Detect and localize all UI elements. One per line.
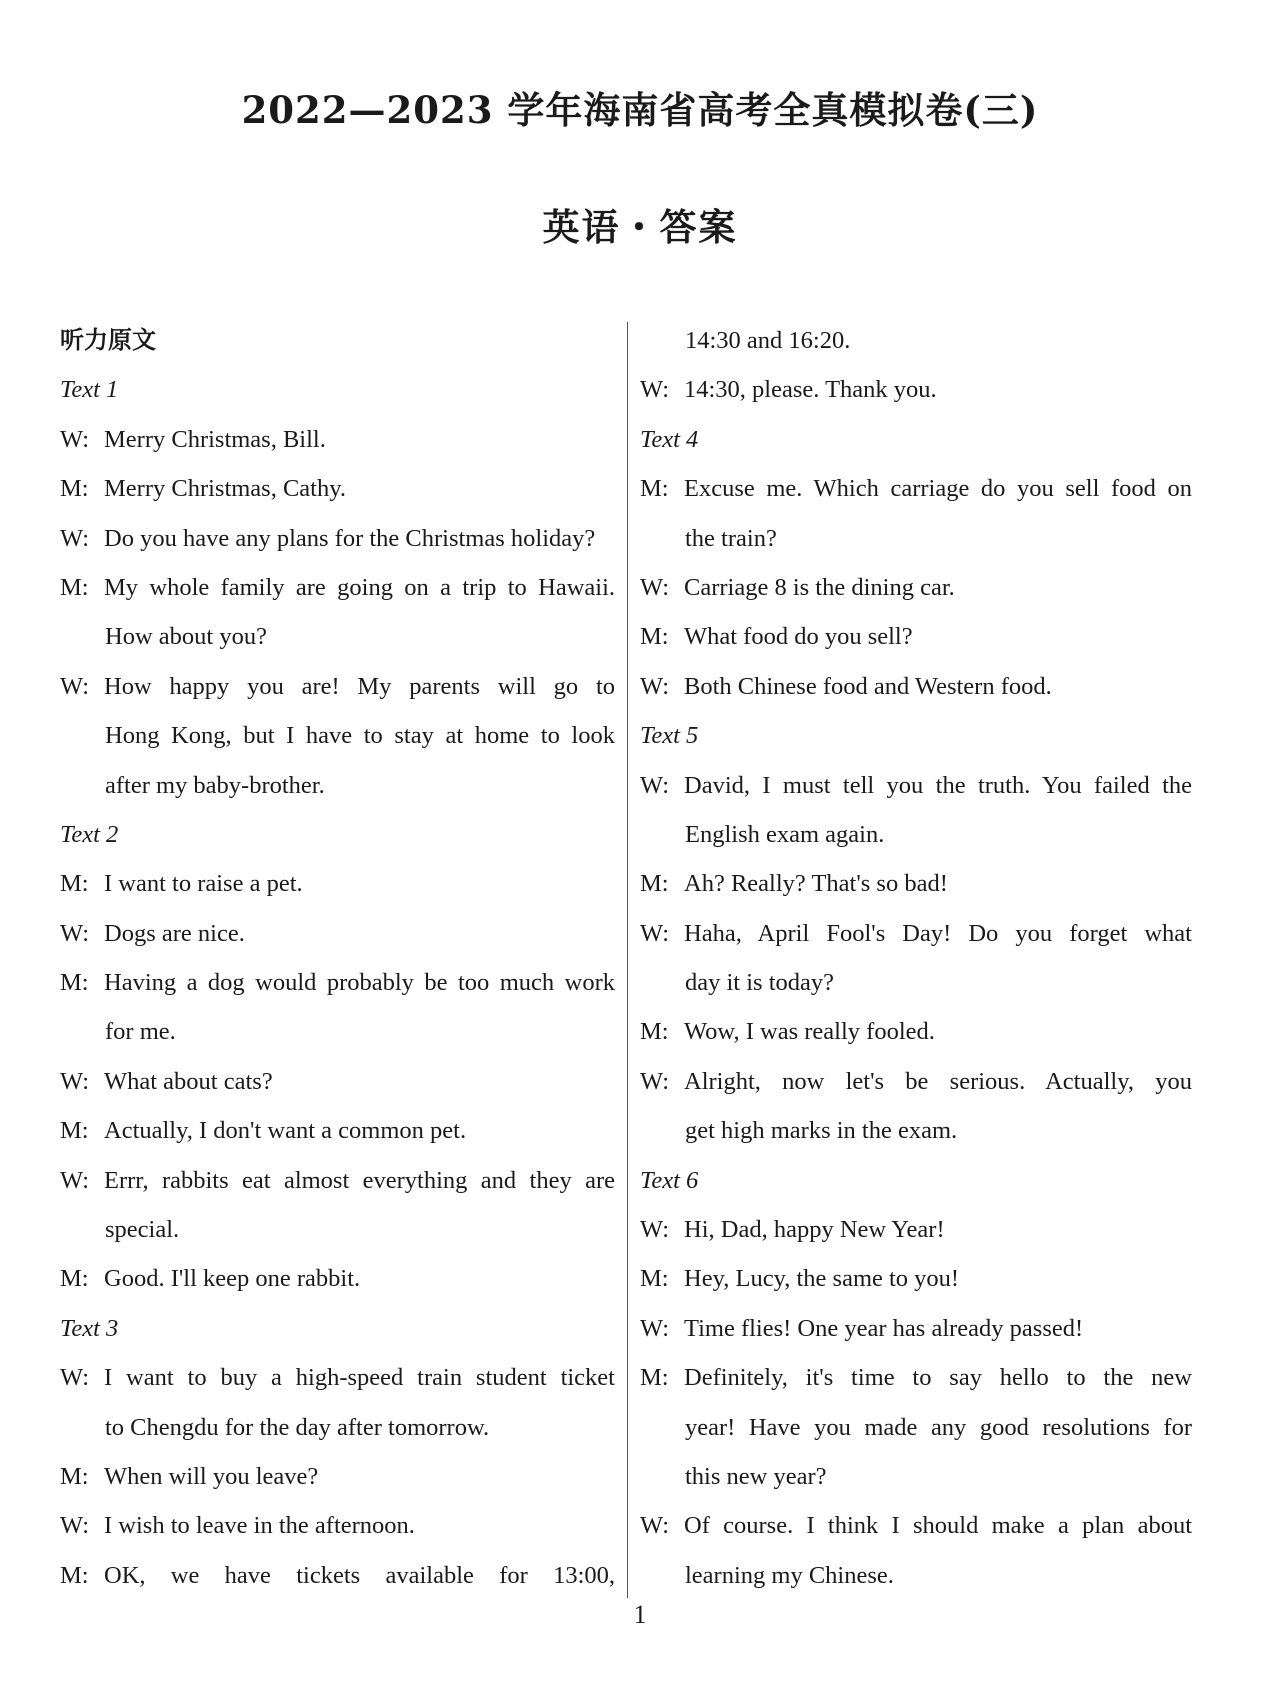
speaker-label: W: (640, 573, 670, 601)
speech-text: Ah? Really? That's so bad! (684, 870, 948, 898)
speaker-label: M: (640, 1265, 669, 1293)
left-transcript-lines (60, 365, 615, 1600)
transcript-line-continued: 14:30 and 16:20. (685, 327, 851, 354)
speech-text: Having a dog would probably be too much work (104, 969, 615, 997)
speech-text: Wow, I was really fooled. (684, 1018, 935, 1046)
text-label: Text 3 (60, 1314, 119, 1342)
transcript-line (60, 563, 615, 612)
transcript-line (640, 612, 1192, 661)
transcript-line (640, 1304, 1192, 1353)
speaker-label: M: (60, 1561, 89, 1589)
speech-text: Alright, now let's be serious. Actually, you (684, 1067, 1192, 1095)
transcript-line-continued: special. (105, 1216, 180, 1244)
speech-text: Errr, rabbits eat almost everything and they are (104, 1166, 615, 1194)
speech-text: Merry Christmas, Bill. (104, 425, 326, 453)
transcript-line (60, 1353, 615, 1402)
speaker-label: W: (60, 1166, 90, 1194)
transcript-line (60, 859, 615, 908)
speech-text: 14:30, please. Thank you. (684, 376, 937, 404)
transcript-line (640, 1501, 1192, 1550)
transcript-line-continued: day it is today? (685, 969, 835, 997)
transcript-line-continued: for me. (105, 1018, 176, 1046)
speaker-label: W: (60, 1364, 90, 1392)
transcript-line (60, 514, 615, 563)
transcript-line (60, 1551, 615, 1600)
transcript-line (640, 1254, 1192, 1303)
speaker-label: W: (640, 1314, 670, 1342)
right-column (640, 316, 1192, 1600)
transcript-line (640, 1057, 1192, 1106)
transcript-line (640, 909, 1192, 958)
speech-text: David, I must tell you the truth. You failed the (684, 771, 1192, 799)
transcript-line-continued: get high marks in the exam. (685, 1117, 958, 1145)
transcript-line-continued: this new year? (685, 1462, 827, 1490)
text-label: Text 2 (60, 820, 119, 848)
transcript-line (640, 464, 1192, 513)
speaker-label: M: (60, 870, 89, 898)
transcript-line (60, 415, 615, 464)
speaker-label: M: (640, 1018, 669, 1046)
speech-text: Do you have any plans for the Christmas holiday? (104, 524, 596, 552)
transcript-line-continued: English exam again. (685, 820, 885, 848)
transcript-line (60, 909, 615, 958)
speech-text: When will you leave? (104, 1462, 319, 1490)
transcript-line (60, 1501, 615, 1550)
speech-text: Hi, Dad, happy New Year! (684, 1216, 945, 1244)
speech-text: Haha, April Fool's Day! Do you forget what (684, 919, 1192, 947)
speech-text: I wish to leave in the afternoon. (104, 1512, 415, 1540)
speaker-label: M: (60, 1117, 89, 1145)
transcript-line (60, 662, 615, 711)
speech-text: Excuse me. Which carriage do you sell food on (684, 475, 1192, 503)
speech-text: Actually, I don't want a common pet. (104, 1117, 467, 1145)
speech-text: I want to buy a high-speed train student ticket (104, 1364, 615, 1392)
transcript-line (640, 1205, 1192, 1254)
transcript-line (640, 365, 1192, 414)
speech-text: Both Chinese food and Western food. (684, 672, 1052, 700)
text-label: Text 6 (640, 1166, 699, 1194)
section-heading: 听力原文 (60, 326, 156, 354)
transcript-line (640, 563, 1192, 612)
speaker-label: W: (60, 524, 90, 552)
transcript-line (60, 1057, 615, 1106)
speaker-label: W: (60, 1512, 90, 1540)
transcript-line (640, 662, 1192, 711)
speech-text: Carriage 8 is the dining car. (684, 573, 955, 601)
transcript-line (640, 859, 1192, 908)
speech-text: I want to raise a pet. (104, 870, 303, 898)
speech-text: Merry Christmas, Cathy. (104, 475, 347, 503)
speech-text: Good. I'll keep one rabbit. (104, 1265, 361, 1293)
transcript-line-continued: to Chengdu for the day after tomorrow. (105, 1413, 490, 1441)
speaker-label: W: (640, 1216, 670, 1244)
text-label: Text 1 (60, 376, 119, 404)
text-label: Text 4 (640, 425, 699, 453)
speaker-label: M: (640, 1364, 669, 1392)
transcript-line-continued: Hong Kong, but I have to stay at home to look (105, 722, 615, 750)
transcript-line (60, 958, 615, 1007)
speaker-label: W: (640, 1512, 670, 1540)
transcript-line (640, 1007, 1192, 1056)
speech-text: What about cats? (104, 1067, 273, 1095)
speaker-label: W: (640, 771, 670, 799)
transcript-line (60, 1452, 615, 1501)
speech-text: Of course. I think I should make a plan about (684, 1512, 1192, 1540)
speaker-label: W: (640, 1067, 670, 1095)
transcript-line (60, 1156, 615, 1205)
transcript-line (60, 464, 615, 513)
speech-text: Definitely, it's time to say hello to the new (684, 1364, 1192, 1392)
speech-text: Dogs are nice. (104, 919, 245, 947)
speaker-label: W: (60, 672, 90, 700)
speaker-label: W: (60, 425, 90, 453)
transcript-line-continued: the train? (685, 524, 777, 552)
speaker-label: M: (60, 1462, 89, 1490)
transcript-line (640, 1353, 1192, 1402)
transcript-line (640, 761, 1192, 810)
speech-text: Hey, Lucy, the same to you! (684, 1265, 960, 1293)
column-divider (627, 322, 628, 1598)
speaker-label: M: (60, 475, 89, 503)
speaker-label: W: (60, 1067, 90, 1095)
document-subtitle: 英语・答案 (542, 205, 738, 249)
speech-text: Time flies! One year has already passed! (684, 1314, 1084, 1342)
speaker-label: W: (640, 919, 670, 947)
speech-text: How happy you are! My parents will go to (104, 672, 615, 700)
left-column (60, 316, 615, 1600)
transcript-line-continued: after my baby-brother. (105, 771, 325, 799)
speaker-label: M: (640, 623, 669, 651)
transcript-line (60, 1254, 615, 1303)
speech-text: My whole family are going on a trip to Hawaii. (104, 573, 615, 601)
document-title: 2022—2023 学年海南省高考全真模拟卷(三) (241, 88, 1039, 132)
speaker-label: W: (60, 919, 90, 947)
text-label: Text 5 (640, 722, 699, 750)
right-transcript-lines (640, 316, 1192, 1600)
speaker-label: M: (640, 475, 669, 503)
speech-text: What food do you sell? (684, 623, 913, 651)
speaker-label: W: (640, 672, 670, 700)
speaker-label: M: (60, 573, 89, 601)
transcript-line (60, 1106, 615, 1155)
speaker-label: M: (60, 1265, 89, 1293)
speaker-label: M: (60, 969, 89, 997)
speaker-label: W: (640, 376, 670, 404)
transcript-line-continued: How about you? (105, 623, 267, 651)
transcript-line-continued: year! Have you made any good resolutions for (685, 1413, 1192, 1441)
page-number: 1 (633, 1600, 647, 1629)
speaker-label: M: (640, 870, 669, 898)
transcript-line-continued: learning my Chinese. (685, 1561, 894, 1589)
speech-text: OK, we have tickets available for 13:00, (104, 1561, 615, 1589)
